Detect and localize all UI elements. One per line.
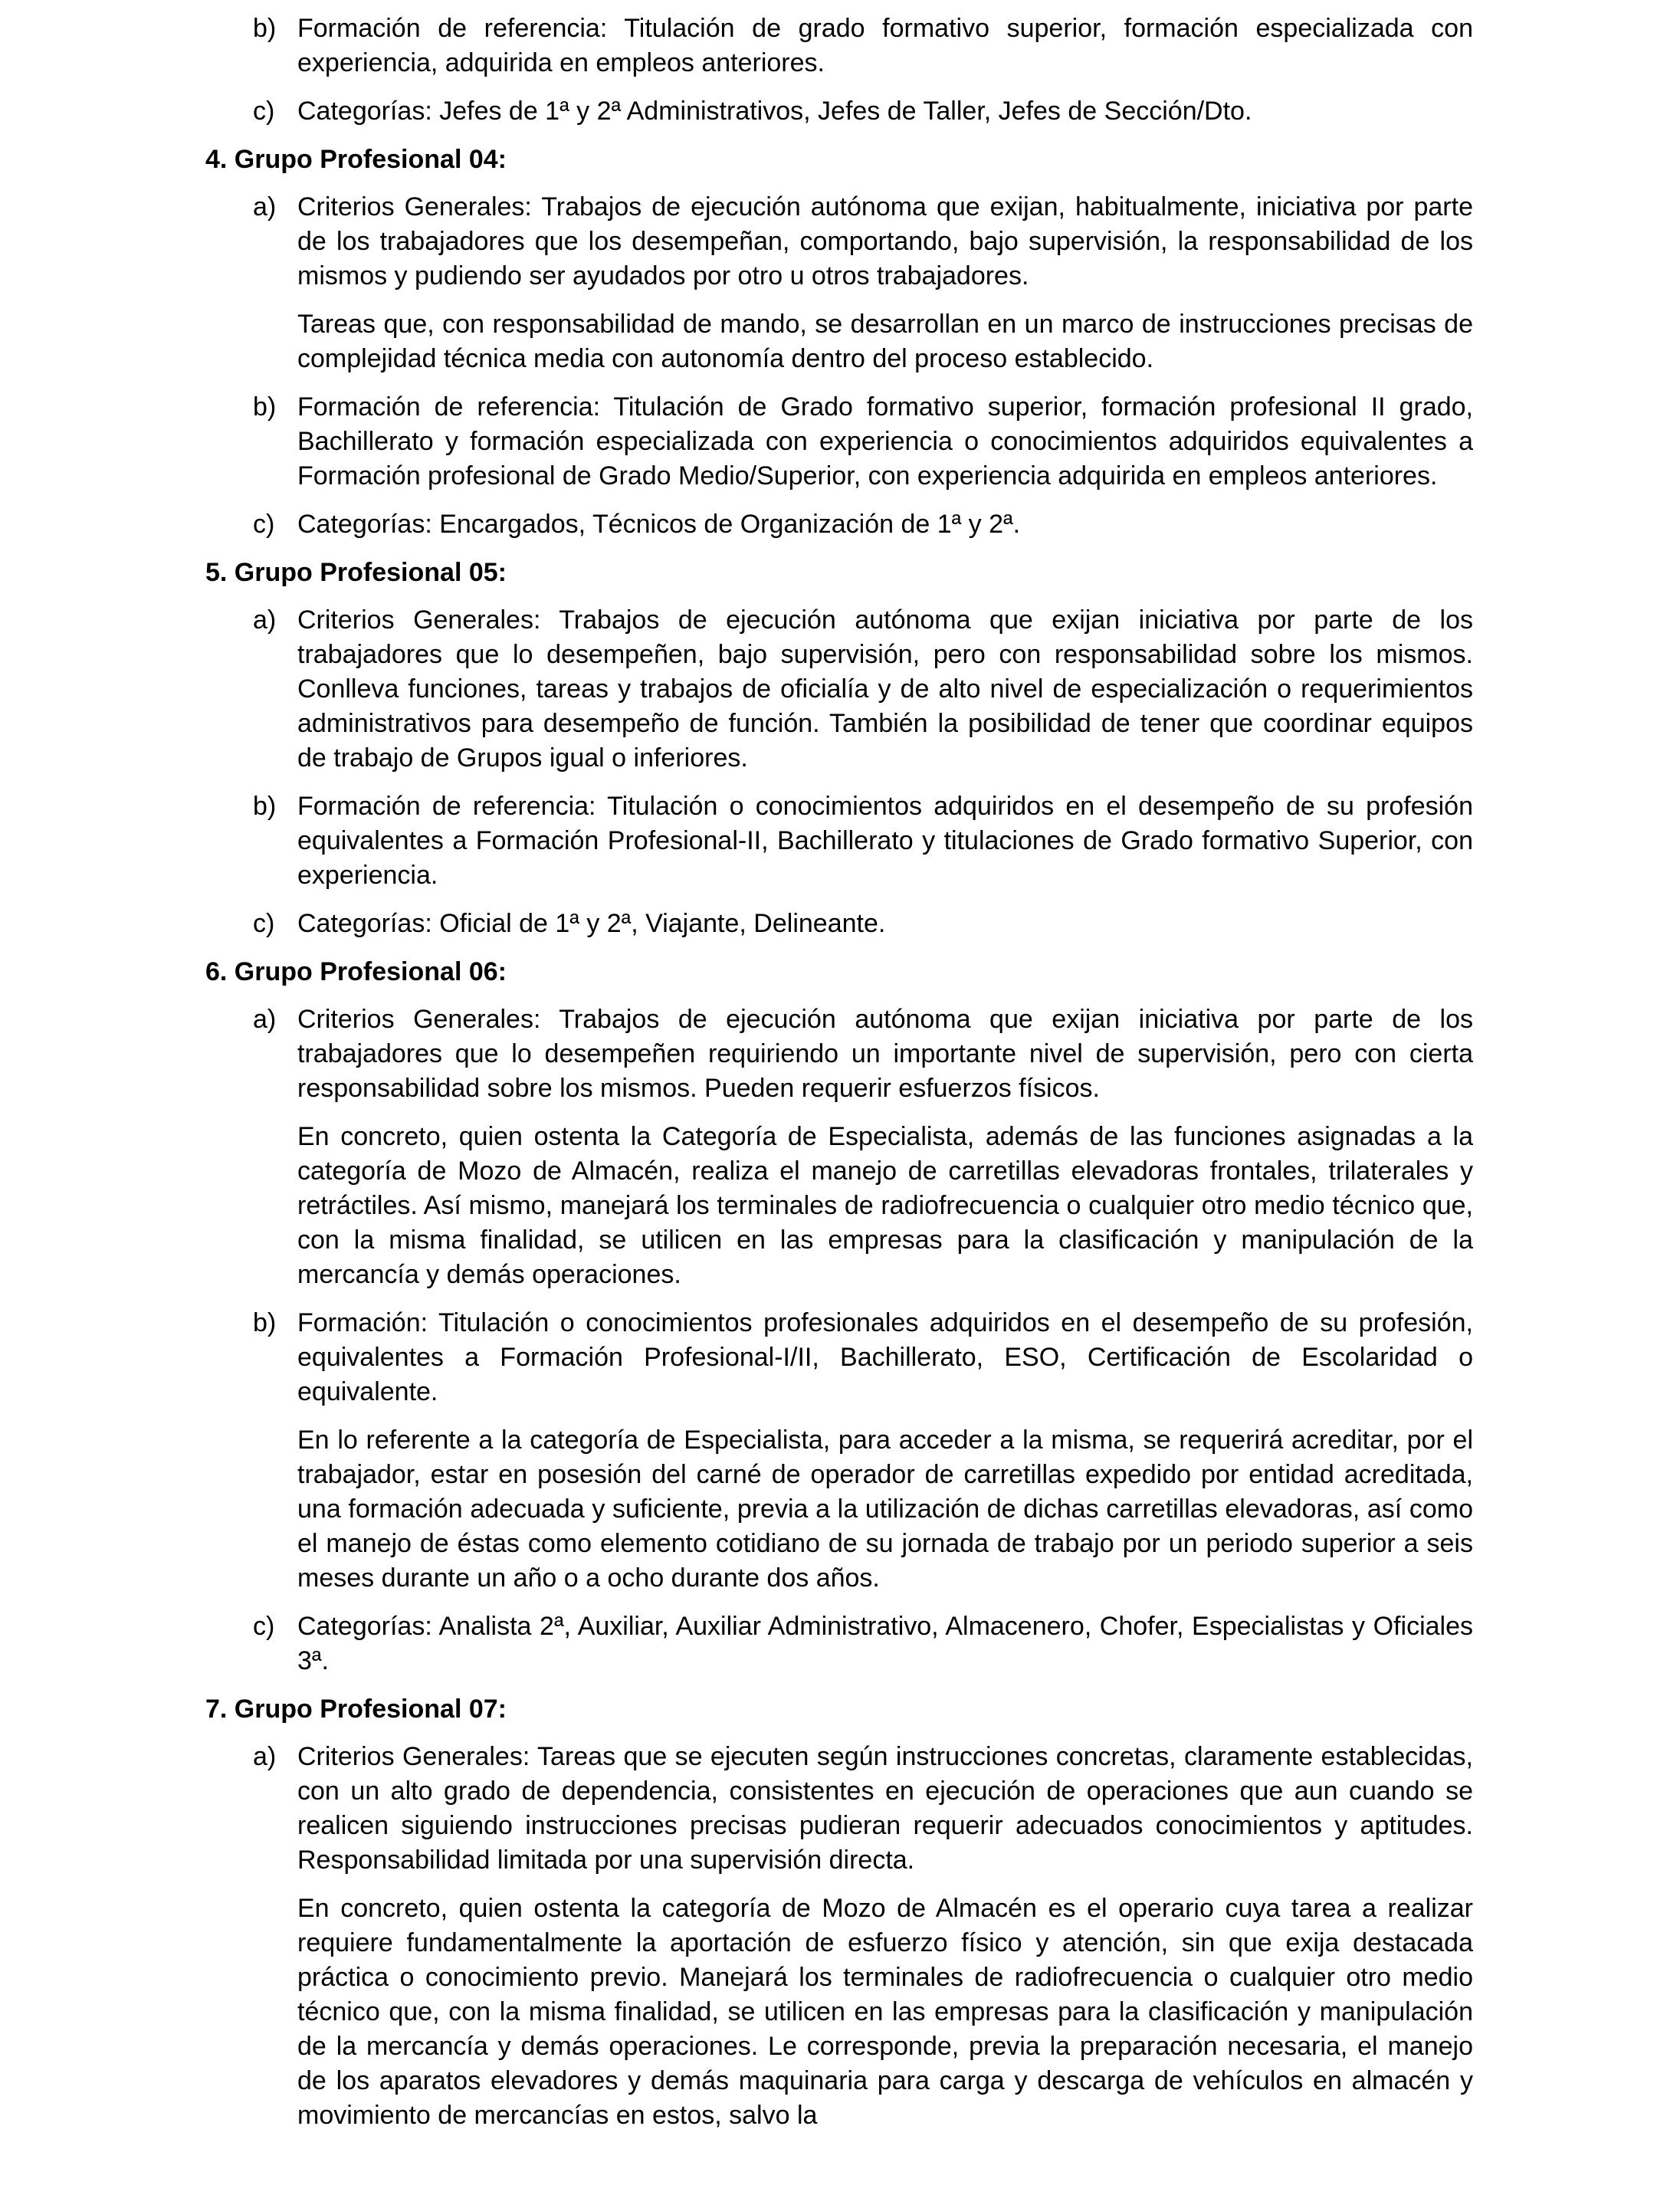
continuation-paragraph: En concreto, quien ostenta la Categoría de Especialista, además de las funciones asignadas a la categoría de Mozo de Almacén, realiza el manejo de carretillas elevadoras frontales, trilaterales y retráctiles. Así mismo, manejará los terminales de radiofrecuencia o cualquier otro medio técnico que, con la misma finalidad, se utilicen en las empresas para la clasificación y manipulación de la mercancía y demás operaciones. — [297, 1122, 1473, 1289]
list-item-text: Categorías: Oficial de 1ª y 2ª, Viajante, Delineante. — [297, 909, 886, 938]
list-item-marker: a) — [253, 1742, 277, 1771]
list-item-text: Criterios Generales: Trabajos de ejecución autónoma que exijan iniciativa por parte de los trabajadores que lo desempeñen, bajo supervisión, pero con responsabilidad sobre los mismos. Conlleva funciones, tareas y trabajos de oficialía y de alto nivel de especialización o requerimientos administrativos para desempeño de función. También la posibilidad de tener que coordinar equipos de trabajo de Grupos igual o inferiores. — [297, 605, 1473, 773]
list-item-marker: a) — [253, 605, 277, 635]
list-item — [253, 190, 1473, 294]
list-item — [253, 1609, 1473, 1678]
list-item-marker: b) — [253, 14, 277, 43]
continuation-paragraph: Tareas que, con responsabilidad de mando, se desarrollan en un marco de instrucciones precisas de complejidad técnica media con autonomía dentro del proceso establecido. — [297, 310, 1473, 373]
list-item-marker: c) — [253, 1612, 275, 1641]
list-item-marker: a) — [253, 1005, 277, 1034]
list-item — [253, 603, 1473, 776]
list-item-text: Categorías: Encargados, Técnicos de Organización de 1ª y 2ª. — [297, 510, 1021, 539]
section-heading: 4. Grupo Profesional 04: — [205, 145, 507, 174]
list-item — [253, 1740, 1473, 1878]
continuation-paragraph: En concreto, quien ostenta la categoría de Mozo de Almacén es el operario cuya tarea a realizar requiere fundamentalmente la aportación de esfuerzo físico y atención, sin que exija destacada práctica o conocimiento previo. Manejará los terminales de radiofrecuencia o cualquier otro medio técnico que, con la misma finalidad, se utilicen en las empresas para la clasificación y manipulación de la mercancía y demás operaciones. Le corresponde, previa la preparación necesaria, el manejo de los aparatos elevadores y demás maquinaria para carga y descarga de vehículos en almacén y movimiento de mercancías en estos, salvo la — [297, 1894, 1473, 2130]
list-item-text: Criterios Generales: Trabajos de ejecución autónoma que exijan, habitualmente, iniciativa por parte de los trabajadores que los desempeñan, comportando, bajo supervisión, la responsabilidad de los mismos y pudiendo ser ayudados por otro u otros trabajadores. — [297, 192, 1473, 290]
list-item-text: Categorías: Jefes de 1ª y 2ª Administrativos, Jefes de Taller, Jefes de Sección/Dto. — [297, 97, 1252, 126]
list-item-text: Formación de referencia: Titulación o conocimientos adquiridos en el desempeño de su profesión equivalentes a Formación Profesional-II, Bachillerato y titulaciones de Grado formativo Superior, con experiencia. — [297, 792, 1473, 890]
list-item-marker: b) — [253, 1308, 277, 1337]
list-item — [253, 11, 1473, 80]
list-item — [253, 1306, 1473, 1409]
list-item-marker: c) — [253, 909, 275, 938]
list-item-marker: c) — [253, 510, 275, 539]
list-item — [253, 1002, 1473, 1106]
continuation-paragraph: En lo referente a la categoría de Especialista, para acceder a la misma, se requerirá acreditar, por el trabajador, estar en posesión del carné de operador de carretillas expedido por entidad acreditada, una formación adecuada y suficiente, previa a la utilización de dichas carretillas elevadoras, así como el manejo de éstas como elemento cotidiano de su jornada de trabajo por un periodo superior a seis meses durante un año o a ocho durante dos años. — [297, 1426, 1473, 1593]
section-heading: 6. Grupo Profesional 06: — [205, 957, 507, 986]
list-item — [253, 94, 1473, 129]
section-heading: 7. Grupo Profesional 07: — [205, 1695, 507, 1724]
section-heading: 5. Grupo Profesional 05: — [205, 558, 507, 587]
list-item-marker: b) — [253, 392, 277, 422]
list-item-text: Criterios Generales: Tareas que se ejecuten según instrucciones concretas, claramente establecidas, con un alto grado de dependencia, consistentes en ejecución de operaciones que aun cuando se realicen siguiendo instrucciones precisas pudieran requerir adecuados conocimientos y aptitudes. Responsabilidad limitada por una supervisión directa. — [297, 1742, 1473, 1875]
list-item-text: Formación de referencia: Titulación de grado formativo superior, formación especializada con experiencia, adquirida en empleos anteriores. — [297, 14, 1473, 77]
list-item — [253, 789, 1473, 893]
list-item-text: Formación: Titulación o conocimientos profesionales adquiridos en el desempeño de su profesión, equivalentes a Formación Profesional-I/II, Bachillerato, ESO, Certificación de Escolaridad o equivalente. — [297, 1308, 1473, 1406]
list-item-text: Formación de referencia: Titulación de Grado formativo superior, formación profesional II grado, Bachillerato y formación especializada con experiencia o conocimientos adquiridos equivalentes a Formación profesional de Grado Medio/Superior, con experiencia adquirida en empleos anteriores. — [297, 392, 1473, 491]
list-item-text: Criterios Generales: Trabajos de ejecución autónoma que exijan iniciativa por parte de los trabajadores que lo desempeñen requiriendo un importante nivel de supervisión, pero con cierta responsabilidad sobre los mismos. Pueden requerir esfuerzos físicos. — [297, 1005, 1473, 1103]
list-item-marker: a) — [253, 192, 277, 221]
list-item — [253, 907, 1473, 941]
list-item-marker: c) — [253, 97, 275, 126]
list-item-text: Categorías: Analista 2ª, Auxiliar, Auxiliar Administrativo, Almacenero, Chofer, Especialistas y Oficiales 3ª. — [297, 1612, 1473, 1675]
list-item-marker: b) — [253, 792, 277, 821]
list-item — [253, 507, 1473, 542]
list-item — [253, 390, 1473, 494]
